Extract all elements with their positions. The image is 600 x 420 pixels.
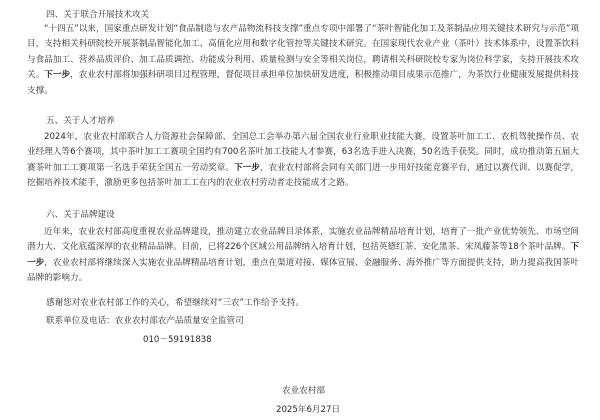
paragraph-text: ，农业农村部将加强科研项目过程管理，督促项目承担单位加快研发进度，积极推动项目成果示范推广，为茶饮行业健康发展提供科技支撑。: [27, 70, 579, 96]
paragraph-text: 近年来，农业农村部高度重视农业品牌建设，推动建立农业品牌目录体系，实施农业品牌精品培育计划，培育了一批产业优势领先、市场空间潜力大、文化底蕴深厚的农业精品品牌。目前，已将226个区域公用品牌纳入培育计划，包括英德红茶、安化黑茶、宋凤藤茶等18个茶叶品牌。: [27, 227, 579, 253]
section-paragraph-talent: [27, 130, 579, 192]
next-step-label: 下一步: [27, 242, 579, 268]
paragraph-text: ，农业农村部将会同有关部门进一步用好技能竞赛平台，通过以赛代训、以赛促学，挖掘培养技术能手，激励更多包括茶叶加工工在内的农业农村劳动者走技能成才之路。: [27, 162, 579, 189]
contact-unit: 联系单位及电话：农业农村部农产品质量安全监管司: [46, 316, 244, 326]
signature-date: 2025年6月27日: [276, 405, 341, 415]
paragraph-text: 2024年，农业农村部联合人力资源社会保障部、全国总工会举办第六届全国农业行业职业技能大赛，设置茶叶加工工、农机驾驶操作员、农业经理人等6个赛项，其中茶叶加工工赛项全国约有700名茶叶加工技能人才参赛，63名选手进入决赛，50名选手获奖。同时，成功推动第五届大赛茶叶加工工赛项第一名选手荣获全国五一劳动奖章。: [27, 132, 579, 173]
paragraph-text: ，农业农村部将继续深入实施农业品牌精品培育计划，重点在渠道对接、媒体宣展、金融服务、海外推广等方面提供支持，助力提高我国茶叶品牌的影响力。: [27, 257, 579, 284]
signature-org: 农业农村部: [282, 386, 325, 396]
closing-thanks: 感谢您对农业农村部工作的关心，希望继续对“三农”工作给予支持。: [46, 298, 305, 308]
next-step-label: 下一步: [234, 162, 260, 173]
section-heading-brand: 六、关于品牌建设: [46, 210, 115, 220]
section-paragraph-brand: [27, 225, 579, 287]
paragraph-text: “十四五”以来，国家重点研发计划“食品制造与农产品物流科技支撑”重点专项中部署了“茶叶智能化加工及茶制品应用关键技术研究与示范”项目，支持相关科研院校开展茶制品智能化加工、高值化应用和数字化管控等关键技术研究。在国家现代农业产业（茶叶）技术体系中，设置茶饮料与食品加工、营养品质评价、加工品质调控、功能成分利用、质量检测与安全等相关岗位，聘请相关科研院校专家为岗位科学家，支持开展技术攻关。: [27, 24, 579, 81]
next-step-label: 下一步: [44, 70, 71, 81]
contact-phone: 010－59191838: [143, 335, 212, 345]
section-paragraph-tech: [27, 22, 579, 99]
section-heading-tech: 四、关于联合开展技术攻关: [46, 10, 150, 20]
section-heading-talent: 五、关于人才培养: [46, 116, 115, 126]
